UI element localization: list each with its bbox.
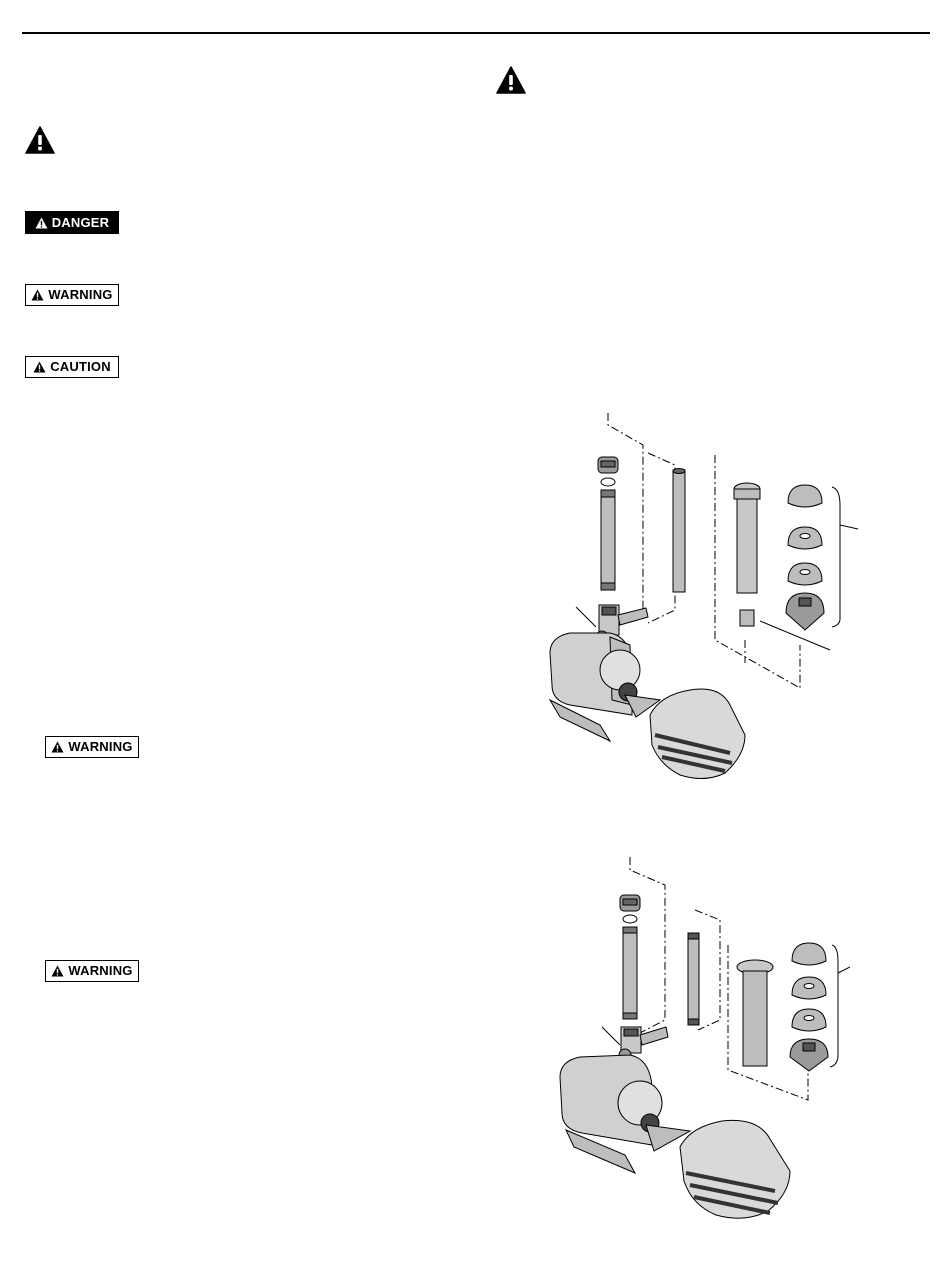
pump-body	[560, 1055, 690, 1173]
spray-head	[790, 1039, 828, 1071]
callout-line	[576, 607, 596, 627]
bell-nozzle	[737, 960, 773, 1066]
alert-triangle-icon	[51, 741, 64, 753]
spray-head	[788, 527, 822, 549]
warning-label: WARNING	[68, 739, 133, 754]
spray-head	[792, 943, 826, 965]
extension-tube	[673, 469, 685, 593]
warning-badge	[45, 736, 139, 758]
nozzle-adapter	[620, 895, 640, 911]
danger-label: DANGER	[51, 214, 110, 230]
callout-line	[760, 621, 830, 650]
spray-head	[788, 485, 822, 507]
group-bracket	[830, 945, 838, 1067]
spray-head	[788, 563, 822, 585]
safety-alert-icon	[25, 126, 55, 154]
group-bracket	[832, 487, 840, 627]
pump-cover	[680, 1120, 790, 1218]
warning-badge	[45, 960, 139, 982]
caution-label: CAUTION	[50, 359, 111, 374]
extension-tube	[601, 490, 615, 590]
bell-nozzle	[734, 483, 760, 626]
warning-label: WARNING	[48, 287, 113, 302]
pump-assembly-diagram-1	[540, 405, 870, 785]
callout-line	[602, 1027, 620, 1045]
warning-label: WARNING	[68, 963, 133, 978]
pump-body	[550, 633, 660, 741]
safety-alert-icon	[496, 66, 526, 94]
danger-badge	[25, 211, 119, 234]
callout-line	[840, 525, 858, 529]
extension-tube	[623, 927, 637, 1019]
spray-head	[792, 977, 826, 999]
spray-head	[792, 1009, 826, 1031]
nozzle-adapter	[598, 457, 618, 473]
header-rule	[22, 32, 930, 34]
alert-triangle-icon	[31, 289, 44, 301]
o-ring	[601, 478, 615, 486]
alert-triangle-icon	[51, 965, 64, 977]
pump-assembly-diagram-2	[550, 855, 850, 1235]
pump-cover	[650, 689, 745, 779]
alert-triangle-icon	[33, 361, 46, 373]
callout-line	[838, 967, 850, 973]
warning-badge	[25, 284, 119, 306]
assembly-guide-line	[648, 453, 675, 623]
caution-badge	[25, 356, 119, 378]
o-ring	[623, 915, 637, 923]
alert-triangle-icon	[35, 217, 48, 229]
extension-tube	[688, 933, 699, 1025]
spray-head	[786, 593, 824, 630]
